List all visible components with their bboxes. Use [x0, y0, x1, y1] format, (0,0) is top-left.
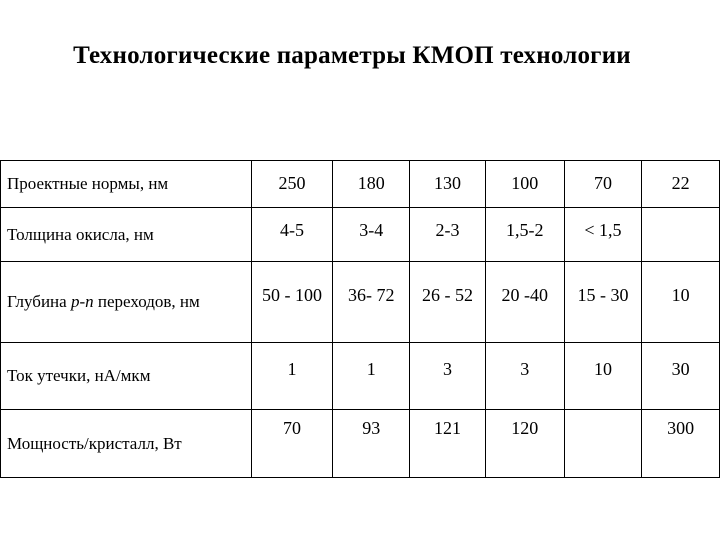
table-cell: 4-5 [251, 208, 333, 262]
table-cell [642, 208, 720, 262]
table-cell: 250 [251, 161, 333, 208]
page-title: Технологические параметры КМОП технологии [73, 42, 631, 69]
table-row [1, 343, 720, 410]
row-label-design-rules: Проектные нормы, нм [1, 161, 252, 208]
table-cell: 180 [333, 161, 410, 208]
table-cell [564, 410, 642, 478]
table-cell: 70 [564, 161, 642, 208]
table-cell: 130 [410, 161, 486, 208]
table-cell: 120 [485, 410, 564, 478]
table-row [1, 161, 720, 208]
table-cell: 10 [642, 262, 720, 343]
row-label-power-per-chip: Мощность/кристалл, Вт [1, 410, 252, 478]
table-cell: 1,5-2 [485, 208, 564, 262]
table-row [1, 410, 720, 478]
table-cell: 50 - 100 [251, 262, 333, 343]
label-text: переходов, нм [93, 292, 200, 311]
table-cell: 20 -40 [485, 262, 564, 343]
table-cell: < 1,5 [564, 208, 642, 262]
table-cell: 2-3 [410, 208, 486, 262]
table-cell: 93 [333, 410, 410, 478]
table-cell: 3 [485, 343, 564, 410]
table-cell: 10 [564, 343, 642, 410]
table-cell: 22 [642, 161, 720, 208]
table-cell: 3 [410, 343, 486, 410]
table-cell: 70 [251, 410, 333, 478]
parameters-table [0, 160, 720, 478]
table-cell: 100 [485, 161, 564, 208]
row-label-oxide-thickness: Толщина окисла, нм [1, 208, 252, 262]
table-cell: 30 [642, 343, 720, 410]
label-italic-text: p-n [70, 292, 94, 311]
table-cell: 15 - 30 [564, 262, 642, 343]
label-text: Глубина [7, 292, 71, 311]
table-cell: 1 [251, 343, 333, 410]
row-label-leakage-current: Ток утечки, нА/мкм [1, 343, 252, 410]
table-cell: 3-4 [333, 208, 410, 262]
table-cell: 36- 72 [333, 262, 410, 343]
table-row [1, 208, 720, 262]
table-cell: 1 [333, 343, 410, 410]
row-label-junction-depth [1, 262, 252, 343]
table-cell: 300 [642, 410, 720, 478]
table-row [1, 262, 720, 343]
table-cell: 26 - 52 [410, 262, 486, 343]
table-cell: 121 [410, 410, 486, 478]
